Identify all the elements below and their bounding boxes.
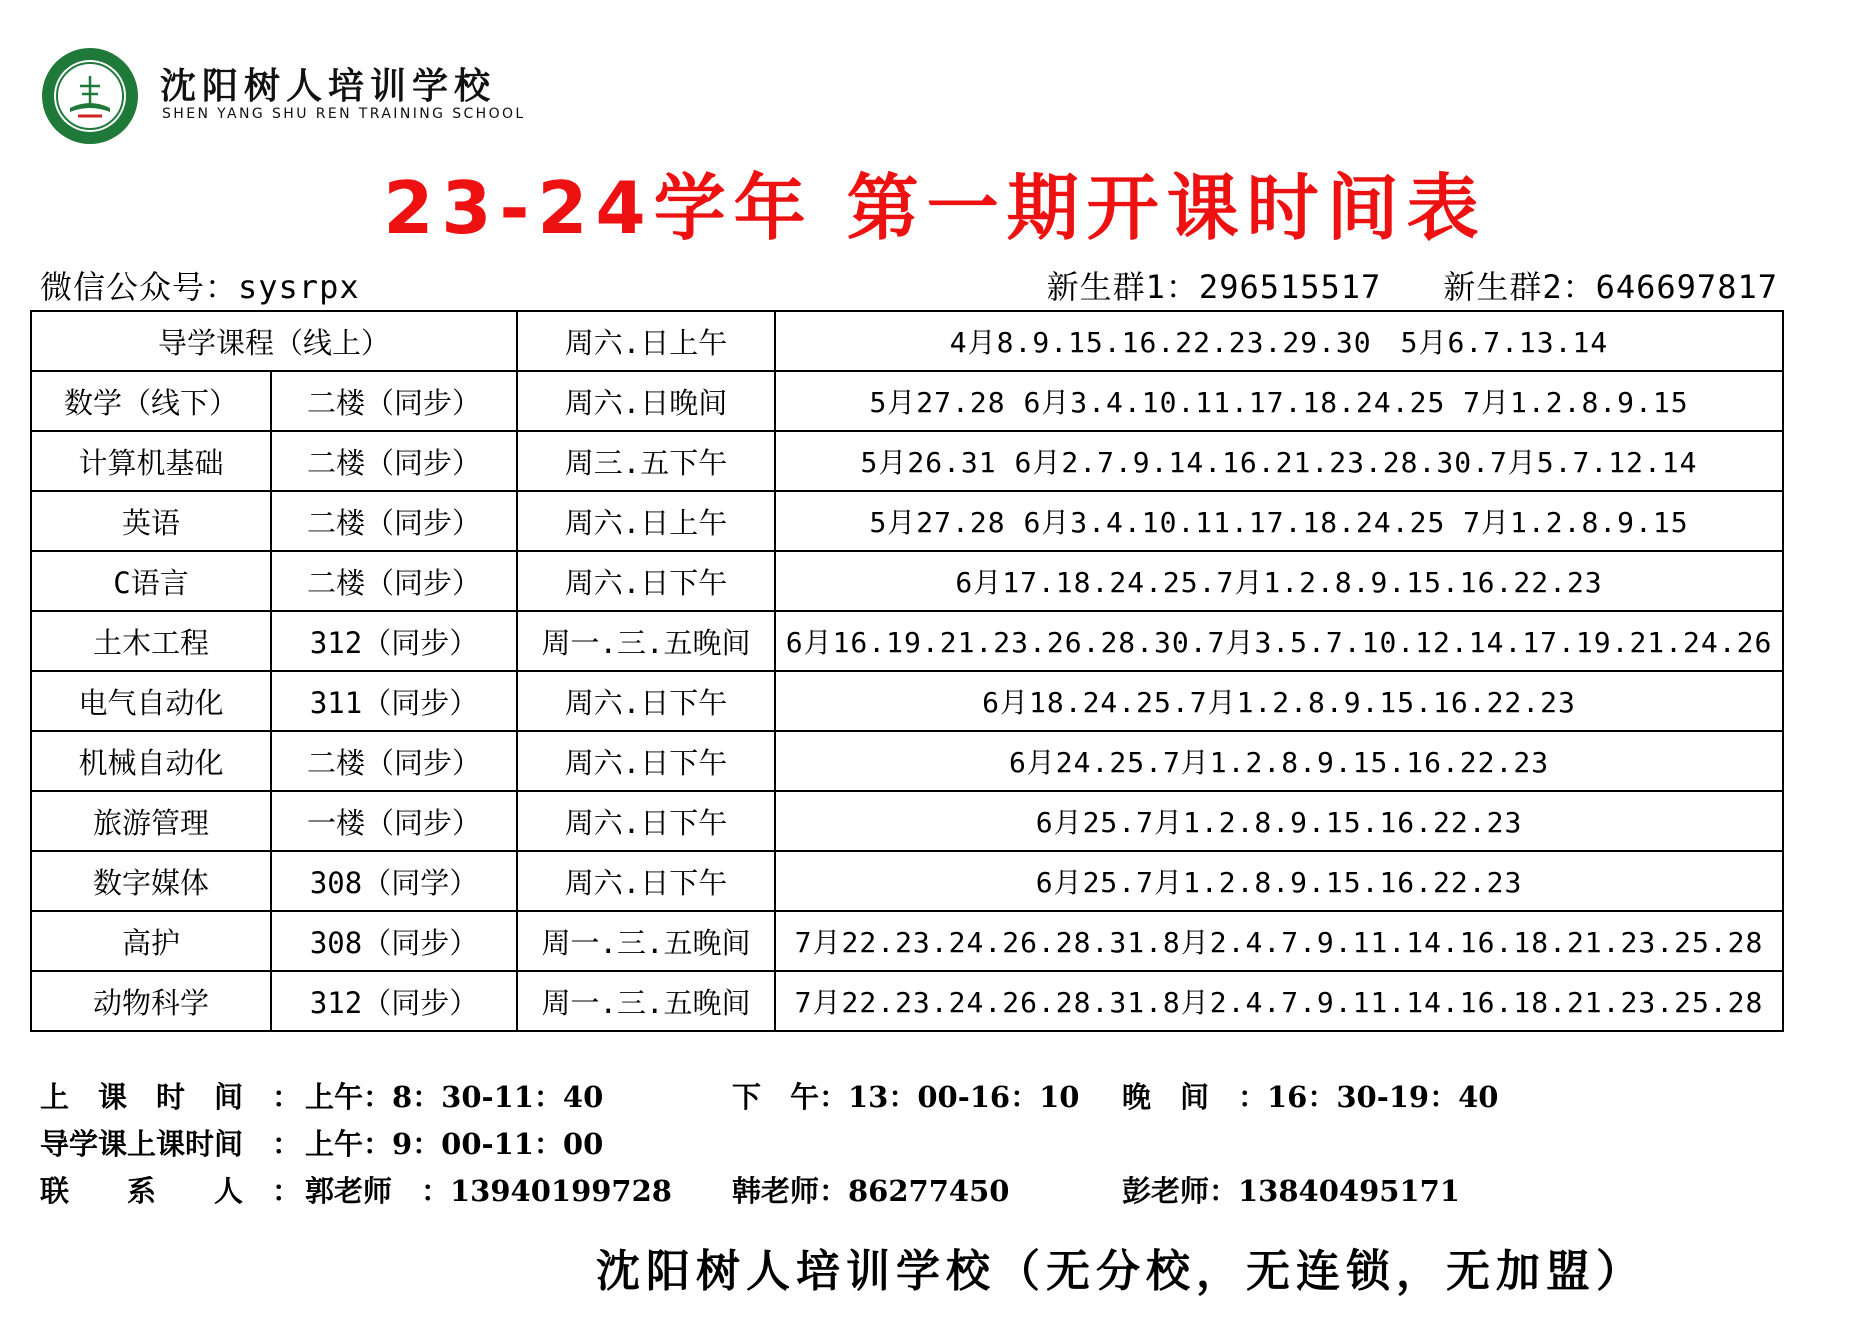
dates-cell: 6月16.19.21.23.26.28.30.7月3.5.7.10.12.14.17.19.21.24.26 (775, 611, 1783, 671)
table-row (31, 311, 1783, 371)
table-row (31, 551, 1783, 611)
schedule-table (30, 310, 1784, 1032)
course-cell: 电气自动化 (31, 671, 271, 731)
dates-cell: 6月18.24.25.7月1.2.8.9.15.16.22.23 (775, 671, 1783, 731)
contact-peng: 彭老师：13840495171 (1122, 1174, 1460, 1208)
contact-line (40, 1169, 1840, 1216)
location-cell: 312（同步） (271, 611, 517, 671)
course-cell: 土木工程 (31, 611, 271, 671)
dates-cell: 5月27.28 6月3.4.10.11.17.18.24.25 7月1.2.8.9.15 (775, 491, 1783, 551)
location-cell: 二楼（同步） (271, 431, 517, 491)
course-cell: 计算机基础 (31, 431, 271, 491)
class-times-section (40, 1075, 1840, 1216)
table-row (31, 851, 1783, 911)
dates-cell: 7月22.23.24.26.28.31.8月2.4.7.9.11.14.16.18.21.23.25.28 (775, 911, 1783, 971)
table-row (31, 611, 1783, 671)
group-numbers (985, 262, 1778, 308)
location-cell: 二楼（同步） (271, 371, 517, 431)
wechat-account: 微信公众号：sysrpx (40, 268, 360, 306)
guide-morning-time: 上午：9：00-11：00 (305, 1127, 604, 1161)
school-logo (40, 46, 140, 146)
table-row (31, 911, 1783, 971)
time-cell: 周六.日下午 (517, 551, 775, 611)
course-cell: 英语 (31, 491, 271, 551)
course-cell: 机械自动化 (31, 731, 271, 791)
time-cell: 周六.日下午 (517, 671, 775, 731)
location-cell: 二楼（同步） (271, 731, 517, 791)
dates-cell: 6月17.18.24.25.7月1.2.8.9.15.16.22.23 (775, 551, 1783, 611)
time-cell: 周六.日下午 (517, 791, 775, 851)
table-row (31, 731, 1783, 791)
time-cell: 周一.三.五晚间 (517, 611, 775, 671)
dates-cell: 6月25.7月1.2.8.9.15.16.22.23 (775, 851, 1783, 911)
new-student-group-2: 新生群2：646697817 (1443, 268, 1778, 306)
evening-time: 晚 间 ：16：30-19：40 (1122, 1080, 1499, 1114)
contact-guo: 郭老师 ：13940199728 (305, 1174, 672, 1208)
class-time-line (40, 1075, 1840, 1122)
time-cell: 周一.三.五晚间 (517, 971, 775, 1031)
school-name-english: SHEN YANG SHU REN TRAINING SCHOOL (162, 106, 526, 122)
dates-cell: 7月22.23.24.26.28.31.8月2.4.7.9.11.14.16.18.21.23.25.28 (775, 971, 1783, 1031)
course-cell: C语言 (31, 551, 271, 611)
time-cell: 周三.五下午 (517, 431, 775, 491)
course-cell: 旅游管理 (31, 791, 271, 851)
dates-cell: 6月24.25.7月1.2.8.9.15.16.22.23 (775, 731, 1783, 791)
table-row (31, 491, 1783, 551)
table-row (31, 371, 1783, 431)
location-cell: 一楼（同步） (271, 791, 517, 851)
table-row (31, 971, 1783, 1031)
contact-label: 联 系 人 ： (40, 1174, 302, 1208)
table-row (31, 791, 1783, 851)
dates-cell: 5月27.28 6月3.4.10.11.17.18.24.25 7月1.2.8.9.15 (775, 371, 1783, 431)
morning-time: 上午：8：30-11：40 (305, 1080, 604, 1114)
afternoon-time: 下 午：13：00-16：10 (732, 1080, 1080, 1114)
page-title: 23-24学年 第一期开课时间表 (383, 166, 1487, 250)
time-cell: 周一.三.五晚间 (517, 911, 775, 971)
time-cell: 周六.日晚间 (517, 371, 775, 431)
class-time-label: 上 课 时 间 ： (40, 1080, 302, 1114)
location-cell: 312（同步） (271, 971, 517, 1031)
guide-class-time-line (40, 1122, 1840, 1169)
location-cell: 二楼（同步） (271, 551, 517, 611)
course-cell: 高护 (31, 911, 271, 971)
footer-slogan: 沈阳树人培训学校（无分校，无连锁，无加盟） (596, 1246, 1646, 1297)
course-cell: 数学（线下） (31, 371, 271, 431)
dates-cell: 4月8.9.15.16.22.23.29.30 5月6.7.13.14 (775, 311, 1783, 371)
contact-han: 韩老师：86277450 (732, 1174, 1010, 1208)
location-cell: 308（同学） (271, 851, 517, 911)
course-cell: 导学课程（线上） (31, 311, 517, 371)
logo-emblem-icon (40, 46, 140, 146)
dates-cell: 6月25.7月1.2.8.9.15.16.22.23 (775, 791, 1783, 851)
time-cell: 周六.日上午 (517, 491, 775, 551)
guide-class-time-label: 导学课上课时间 ： (40, 1127, 302, 1161)
location-cell: 二楼（同步） (271, 491, 517, 551)
school-name: 沈阳树人培训学校 (160, 65, 497, 107)
time-cell: 周六.日下午 (517, 731, 775, 791)
table-row (31, 671, 1783, 731)
dates-cell: 5月26.31 6月2.7.9.14.16.21.23.28.30.7月5.7.12.14 (775, 431, 1783, 491)
course-cell: 动物科学 (31, 971, 271, 1031)
location-cell: 311（同步） (271, 671, 517, 731)
new-student-group-1: 新生群1：296515517 (1046, 268, 1382, 306)
time-cell: 周六.日下午 (517, 851, 775, 911)
table-row (31, 431, 1783, 491)
course-cell: 数字媒体 (31, 851, 271, 911)
time-cell: 周六.日上午 (517, 311, 775, 371)
location-cell: 308（同步） (271, 911, 517, 971)
